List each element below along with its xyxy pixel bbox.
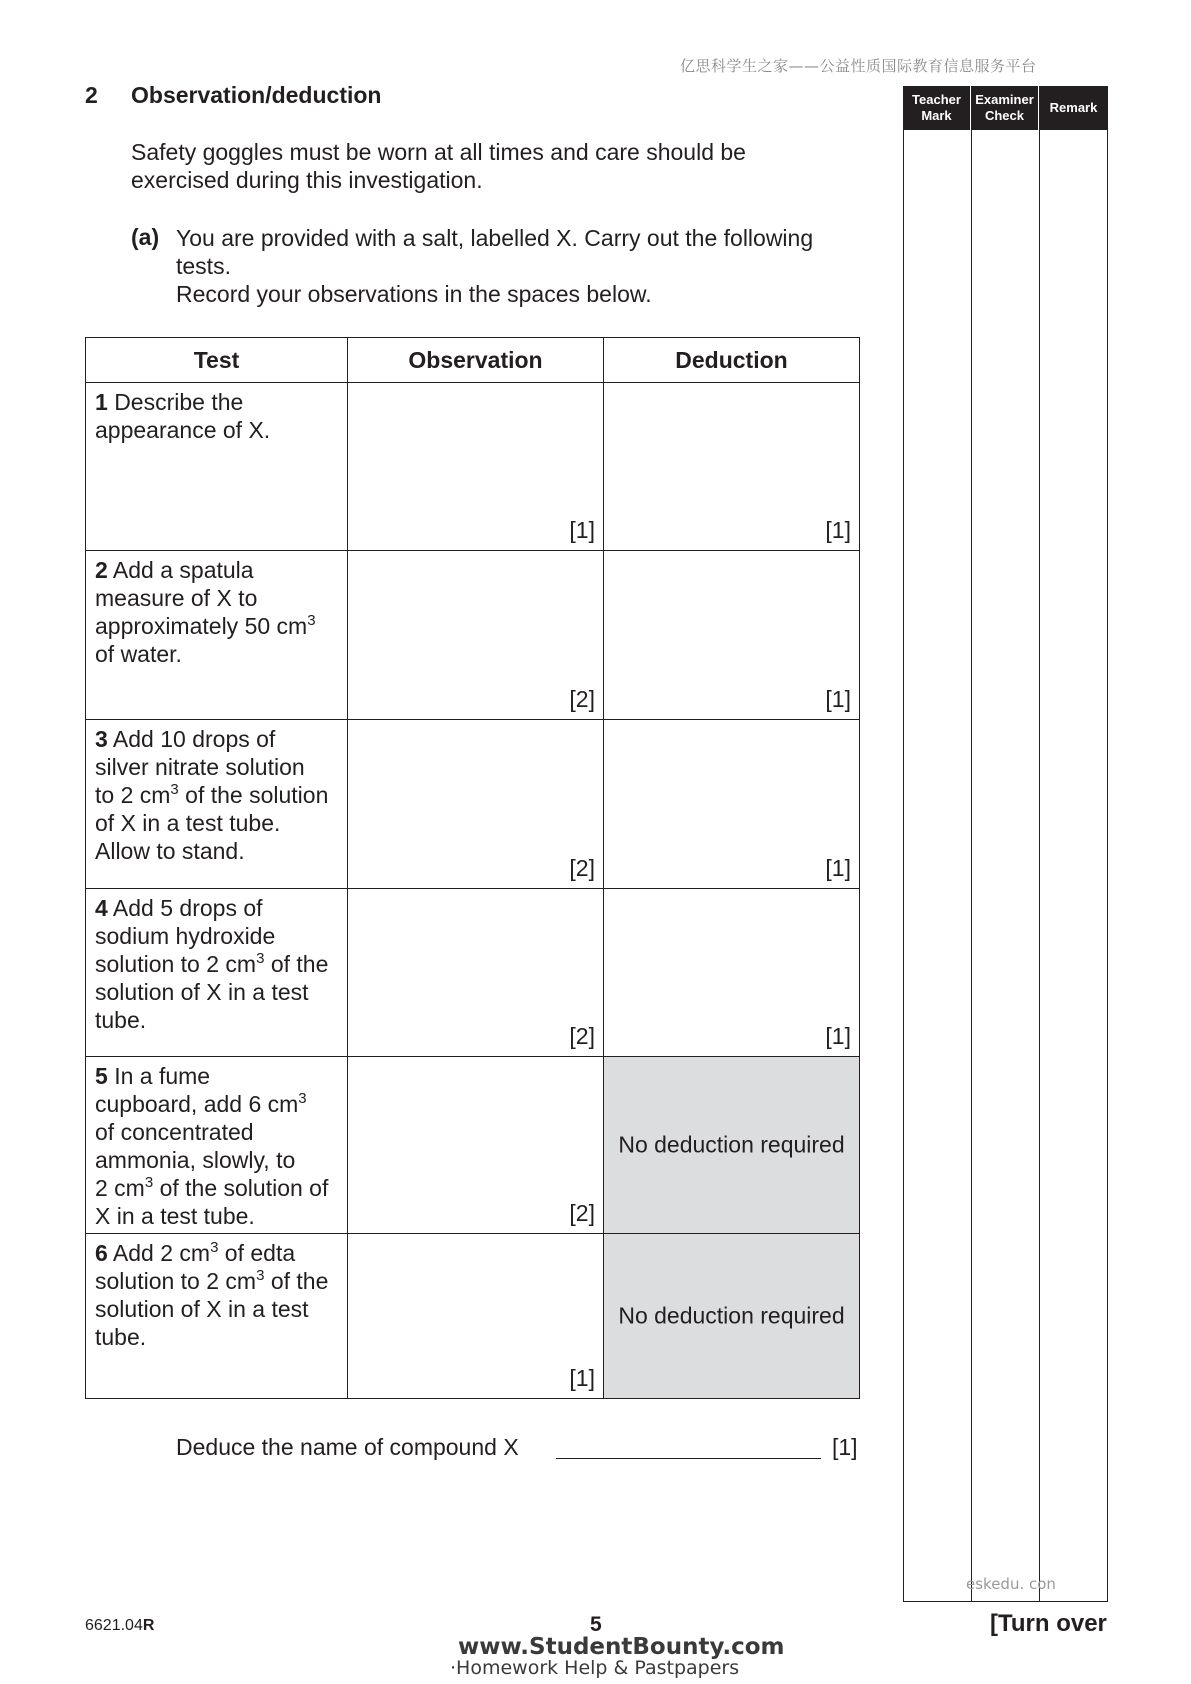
mark-allocation: [2] <box>569 855 595 881</box>
part-instructions <box>176 224 866 308</box>
test-text: tube. <box>95 1007 147 1033</box>
table-header-row <box>86 338 860 383</box>
superscript: 3 <box>298 1090 307 1107</box>
deduce-prompt: Deduce the name of compound X <box>176 1434 519 1460</box>
observation-cell[interactable] <box>348 1234 604 1399</box>
header-deduction: Deduction <box>604 338 860 383</box>
test-text: of concentrated <box>95 1119 254 1145</box>
header-watermark-text: 亿思科学生之家——公益性质国际教育信息服务平台 <box>680 57 1037 75</box>
no-deduction-text: No deduction required <box>618 1131 845 1158</box>
test-text: measure of X to <box>95 585 258 611</box>
test-cell <box>86 1234 348 1399</box>
test-text: of the solution <box>178 782 329 808</box>
deduction-cell[interactable] <box>604 720 860 889</box>
safety-line: Safety goggles must be worn at all times and care should be <box>131 139 746 165</box>
mark-allocation: [1] <box>825 686 851 712</box>
question-title: Observation/deduction <box>131 82 382 108</box>
table-row <box>86 551 860 720</box>
mark-allocation: [1] <box>569 1365 595 1391</box>
test-text: of the <box>264 951 329 977</box>
deduction-cell[interactable] <box>604 551 860 720</box>
observation-cell[interactable] <box>348 1057 604 1234</box>
test-text: of the <box>264 1268 329 1294</box>
mark-allocation: [2] <box>569 1023 595 1049</box>
test-text: tube. <box>95 1324 147 1350</box>
test-number: 5 <box>95 1063 108 1089</box>
test-text: Add 10 drops of <box>112 726 276 752</box>
page-number: 5 <box>590 1613 602 1636</box>
question-number: 2 <box>85 82 98 108</box>
test-text: Allow to stand. <box>95 838 245 864</box>
table-row <box>86 720 860 889</box>
observation-cell[interactable] <box>348 889 604 1057</box>
test-text: X in a test tube. <box>95 1203 255 1229</box>
instruction-line: tests. <box>176 253 231 279</box>
test-cell <box>86 1057 348 1234</box>
test-text: approximately 50 cm <box>95 613 308 639</box>
test-number: 4 <box>95 895 108 921</box>
table-row <box>86 1234 860 1399</box>
deduction-cell-shaded <box>604 1234 860 1399</box>
studentbounty-tagline: ·Homework Help & Pastpapers <box>450 1657 740 1679</box>
deduction-cell[interactable] <box>604 889 860 1057</box>
test-number: 6 <box>95 1240 108 1266</box>
studentbounty-link[interactable]: www.StudentBounty.com <box>458 1634 785 1660</box>
test-text: Add 5 drops of <box>112 895 263 921</box>
deduction-cell-shaded <box>604 1057 860 1234</box>
safety-line: exercised during this investigation. <box>131 167 483 193</box>
test-text: of X in a test tube. <box>95 810 281 836</box>
superscript: 3 <box>256 950 265 967</box>
test-text: appearance of X. <box>95 417 271 443</box>
turn-over-label: [Turn over <box>990 1610 1107 1637</box>
mark-allocation: [2] <box>569 686 595 712</box>
test-text: solution of X in a test <box>95 1296 309 1322</box>
test-cell <box>86 551 348 720</box>
site-watermark: eskedu. con <box>966 1575 1056 1593</box>
no-deduction-text: No deduction required <box>618 1302 845 1329</box>
test-number: 2 <box>95 557 108 583</box>
table-row <box>86 383 860 551</box>
test-text: Describe the <box>114 389 244 415</box>
test-text: Add 2 cm <box>112 1240 211 1266</box>
test-number: 1 <box>95 389 108 415</box>
observation-cell[interactable] <box>348 720 604 889</box>
observation-cell[interactable] <box>348 383 604 551</box>
mark-allocation: [1] <box>832 1434 858 1460</box>
remark-header: Remark <box>1049 100 1098 115</box>
test-text: solution of X in a test <box>95 979 309 1005</box>
test-text: silver nitrate solution <box>95 754 305 780</box>
table-row <box>86 889 860 1057</box>
mark-allocation: [1] <box>825 855 851 881</box>
paper-code: 6621.04R <box>85 1617 155 1634</box>
mark-allocation: [1] <box>825 517 851 543</box>
header-observation: Observation <box>348 338 604 383</box>
mark-allocation: [1] <box>569 517 595 543</box>
safety-instruction <box>131 138 851 194</box>
marking-column <box>903 86 1108 1602</box>
test-cell <box>86 383 348 551</box>
part-label: (a) <box>131 224 160 250</box>
column-divider <box>1039 86 1040 1602</box>
deduction-cell[interactable] <box>604 383 860 551</box>
observation-cell[interactable] <box>348 551 604 720</box>
instruction-line: Record your observations in the spaces below. <box>176 281 652 307</box>
test-text: 2 cm <box>95 1175 145 1201</box>
teacher-mark-header: Teacher Mark <box>903 86 971 130</box>
instruction-line: You are provided with a salt, labelled X. Carry out the following <box>176 225 814 251</box>
superscript: 3 <box>256 1267 265 1284</box>
test-text: ammonia, slowly, to <box>95 1147 296 1173</box>
test-text: solution to 2 cm <box>95 951 257 977</box>
test-cell <box>86 720 348 889</box>
superscript: 3 <box>144 1174 154 1191</box>
superscript: 3 <box>210 1239 219 1256</box>
mark-allocation: [2] <box>569 1200 595 1226</box>
test-text: sodium hydroxide <box>95 923 276 949</box>
test-number: 3 <box>95 726 108 752</box>
test-text: to 2 cm <box>95 782 171 808</box>
mark-allocation: [1] <box>825 1023 851 1049</box>
header-test: Test <box>86 338 348 383</box>
test-text: of the solution of <box>153 1175 329 1201</box>
table-row <box>86 1057 860 1234</box>
test-text: solution to 2 cm <box>95 1268 257 1294</box>
test-text: Add a spatula <box>112 557 254 583</box>
test-cell <box>86 889 348 1057</box>
test-text: In a fume <box>114 1063 211 1089</box>
marking-column-header <box>903 86 1108 130</box>
superscript: 3 <box>307 612 316 629</box>
superscript: 3 <box>170 781 179 798</box>
test-text: cupboard, add 6 cm <box>95 1091 299 1117</box>
tests-table <box>85 337 860 1399</box>
test-text: of water. <box>95 641 182 667</box>
answer-line[interactable] <box>556 1458 821 1459</box>
column-divider <box>971 86 972 1602</box>
examiner-check-header: Examiner Check <box>971 86 1039 130</box>
test-text: of edta <box>218 1240 296 1266</box>
